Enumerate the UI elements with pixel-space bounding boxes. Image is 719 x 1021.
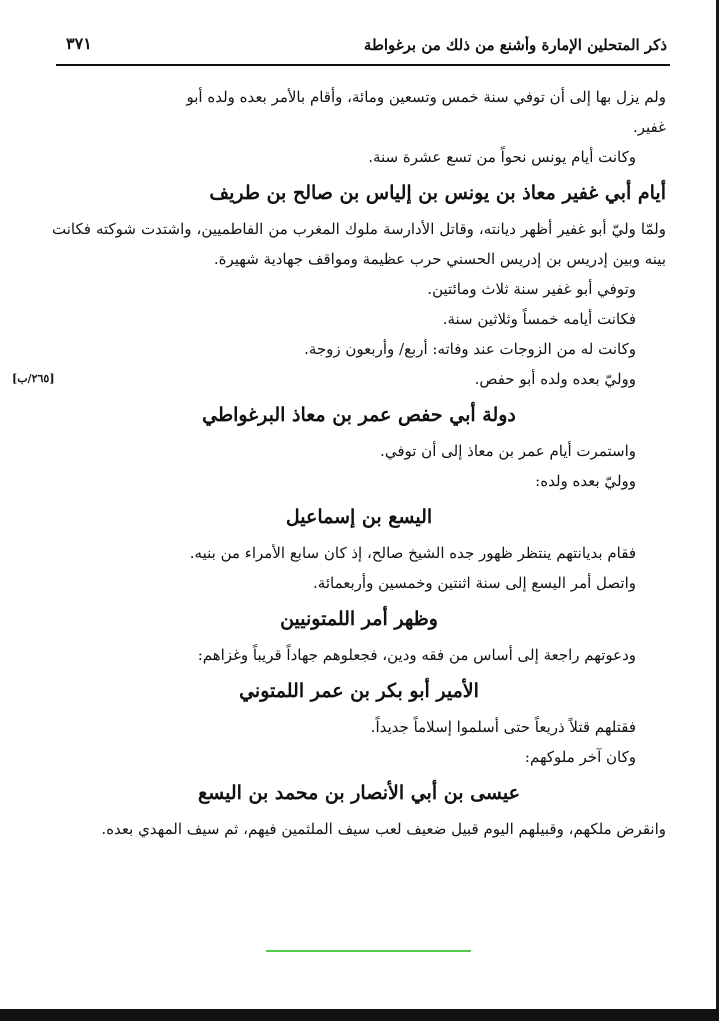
section-heading: الأمير أبو بكر بن عمر اللمتوني: [239, 680, 479, 702]
paragraph: وكانت له من الزوجات عند وفاته: أربع/ وأربعون زوجة.: [304, 340, 636, 358]
paragraph: واتصل أمر اليسع إلى سنة اثنتين وخمسين وأربعمائة.: [313, 574, 636, 592]
paragraph: ولمّا وليّ أبو غفير أظهر ديانته، وقاتل الأدارسة ملوك المغرب من الفاطميين، واشتدت شوكته فكانت بينه وبين إدريس بن إدريس الحسني حرب عظيمة ومواقف جهادية شهيرة.: [52, 220, 666, 268]
paragraph: واستمرت أيام عمر بن معاذ إلى أن توفي.: [380, 442, 636, 460]
section-heading: اليسع بن إسماعيل: [285, 506, 433, 528]
header-rule: [56, 64, 670, 66]
paragraph: ووليّ بعده ولده:: [535, 472, 636, 490]
running-title: ذكر المتحلين الإمارة وأشنع من ذلك من برغواطة: [363, 36, 667, 54]
highlight-underline: [266, 950, 471, 952]
paragraph: فقام بديانتهم ينتظر ظهور جده الشيخ صالح، إذ كان سابع الأمراء من بنيه.: [189, 544, 636, 562]
paragraph: ووليّ بعده ولده أبو حفص.: [474, 370, 636, 388]
scan-edge-bottom: [0, 1009, 719, 1021]
paragraph: فقتلهم قتلاً ذريعاً حتى أسلموا إسلاماً جديداً.: [370, 718, 636, 736]
page-number: ٣٧١: [66, 34, 92, 53]
section-heading: وظهر أمر اللمتونيين: [280, 608, 438, 630]
paragraph: وتوفي أبو غفير سنة ثلاث ومائتين.: [427, 280, 636, 298]
paragraph: وكان آخر ملوكهم:: [524, 748, 636, 766]
paragraph: وكانت أيام يونس نحواً من تسع عشرة سنة.: [368, 148, 636, 166]
paragraph: ودعوتهم راجعة إلى أساس من فقه ودين، فجعلوهم جهاداً قريباً وغزاهم:: [197, 646, 636, 664]
paragraph: فكانت أيامه خمساً وثلاثين سنة.: [442, 310, 636, 328]
section-heading: أيام أبي غفير معاذ بن يونس بن إلياس بن صالح بن طريف: [209, 182, 666, 204]
section-heading: دولة أبي حفص عمر بن معاذ البرغواطي: [202, 404, 516, 426]
margin-folio-note: [٢٦٥/ب]: [12, 372, 55, 385]
paragraph: وانقرض ملكهم، وقبيلهم اليوم قبيل ضعيف لعب سيف الملثمين فيهم، ثم سيف المهدي بعده.: [101, 820, 666, 838]
paragraph-continuation: غفير.: [632, 118, 666, 136]
body-text: [52, 82, 666, 844]
paragraph: ولم يزل بها إلى أن توفي سنة خمس وتسعين ومائة، وأقام بالأمر بعده ولده أبو: [186, 88, 666, 106]
section-heading: عيسى بن أبي الأنصار بن محمد بن اليسع: [198, 782, 520, 804]
